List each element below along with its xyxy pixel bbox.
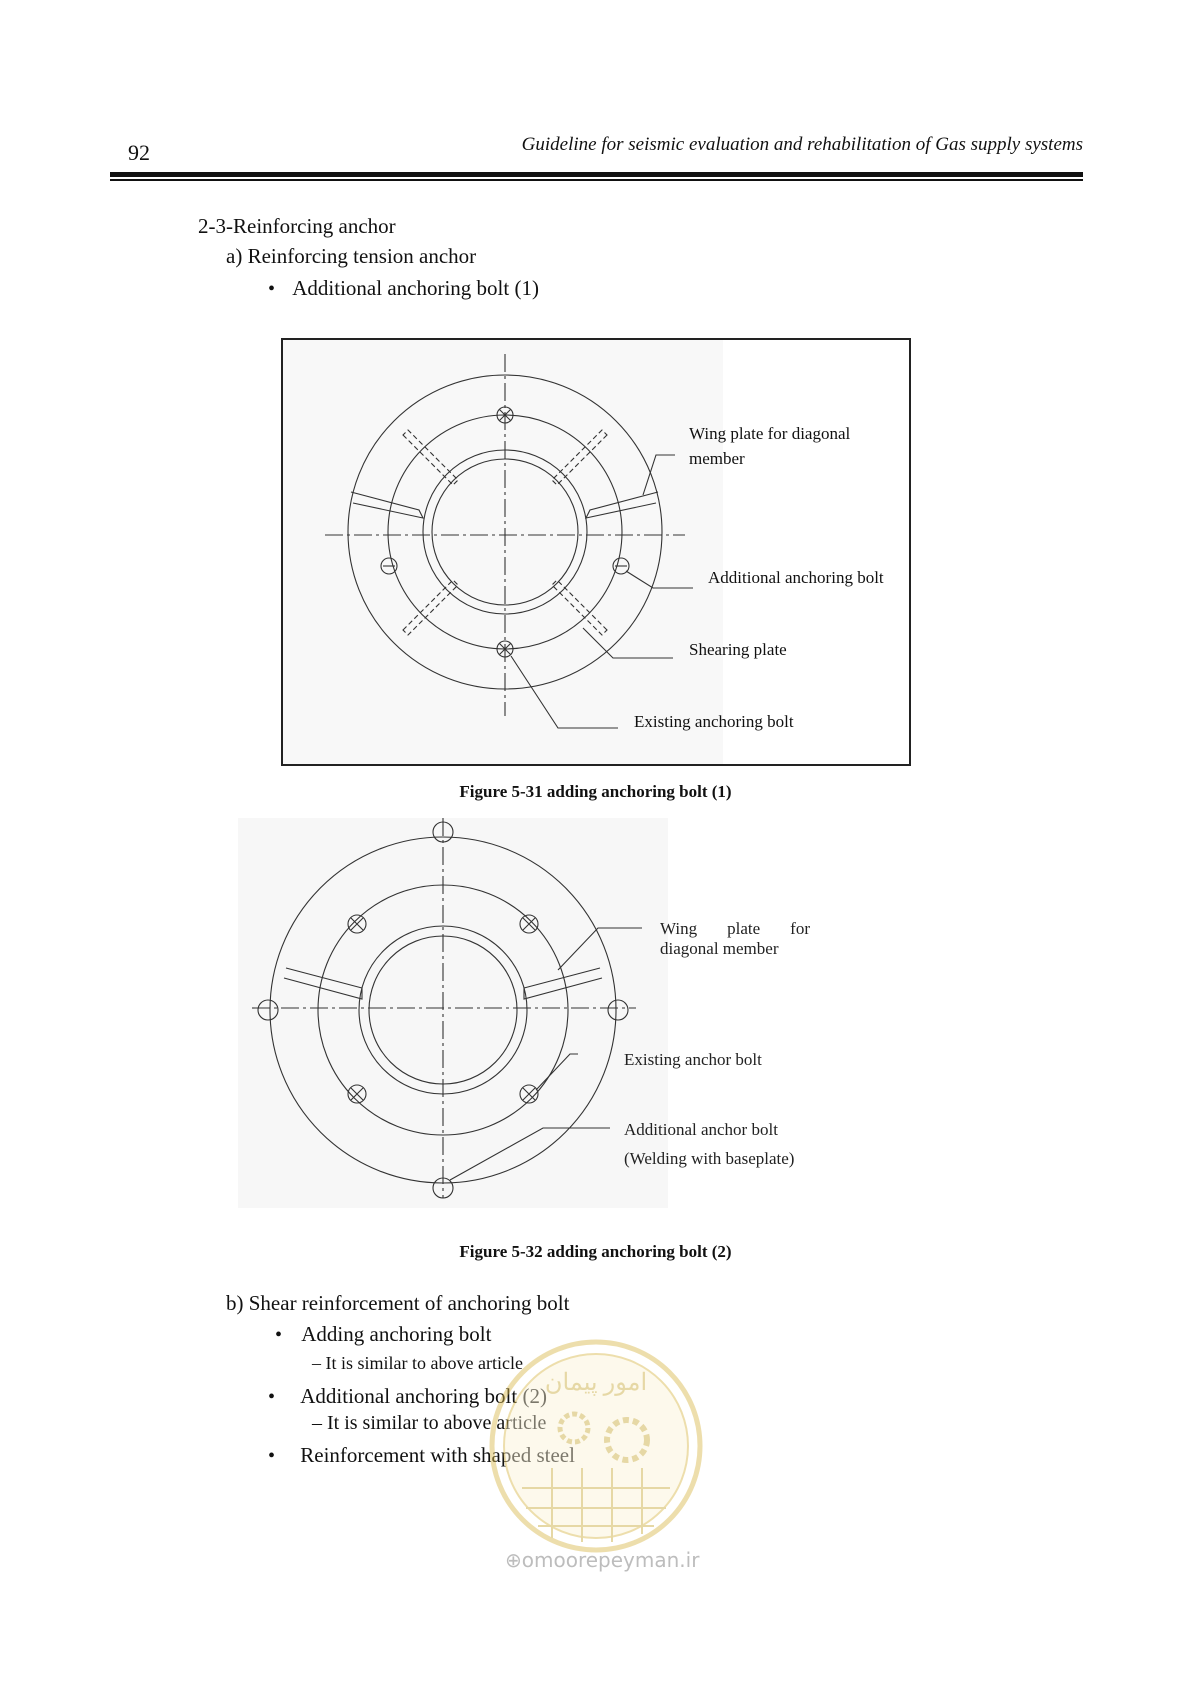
page-number: 92 [128,140,150,165]
label-wing-plate-line2: member [689,449,745,468]
watermark-logo-text: امور پیمان [544,1370,648,1396]
bullet-item-b1 [275,1322,491,1347]
bullet-icon: • [268,1445,276,1467]
label-wing-plate-line2: diagonal member [660,939,779,958]
figure-5-31-caption: Figure 5-31 adding anchoring bolt (1) [459,782,732,801]
section-heading: 2-3-Reinforcing anchor [198,214,396,238]
label-wing-plate-line1: Wing plate for diagonal [689,424,851,443]
figure-5-32-caption: Figure 5-32 adding anchoring bolt (2) [459,1242,732,1261]
label-additional-anchor-bolt: Additional anchor bolt [624,1120,778,1139]
label-additional-bolt: Additional anchoring bolt [708,568,884,587]
subsection-heading-b: b) Shear reinforcement of anchoring bolt [226,1291,570,1315]
bullet-note-b1: – It is similar to above article [312,1353,523,1373]
bullet-text: Additional anchoring bolt (1) [292,276,539,300]
figure-5-31-drawing [283,340,909,764]
subsection-heading-a: a) Reinforcing tension anchor [226,244,477,268]
label-wing-plate-line1 [660,919,810,939]
label-existing-bolt: Existing anchoring bolt [634,712,794,731]
drawing-background [238,818,668,1208]
bullet-item-a1 [268,276,539,301]
label-word: plate [727,919,761,938]
bullet-text: Reinforcement with shaped steel [300,1443,575,1467]
header-rule-thick [110,172,1083,177]
bullet-note-b2: – It is similar to above article [312,1412,547,1434]
watermark-site [505,1548,699,1572]
globe-icon: ⊕ [505,1548,522,1572]
watermark-site-text: omoorepeyman.ir [521,1548,700,1572]
bullet-icon: • [268,278,276,300]
bullet-text: Adding anchoring bolt [301,1322,492,1346]
bullet-icon: • [268,1386,276,1408]
label-shearing-plate: Shearing plate [689,640,787,659]
label-existing-anchor-bolt: Existing anchor bolt [624,1050,762,1069]
bullet-text: Additional anchoring bolt (2) [300,1384,547,1408]
bullet-icon: • [275,1324,283,1346]
label-welding-note: (Welding with baseplate) [624,1149,795,1168]
label-word: for [790,919,810,938]
watermark-logo [482,1328,710,1568]
running-header: Guideline for seismic evaluation and rehabilitation of Gas supply systems [521,134,1083,155]
header-rule-thin [110,179,1083,181]
label-word: Wing [660,919,698,938]
